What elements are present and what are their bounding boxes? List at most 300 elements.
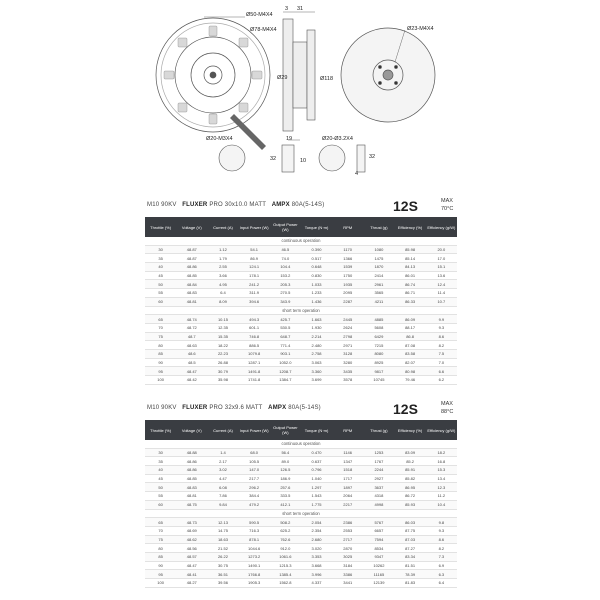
table-cell: 60	[145, 500, 176, 509]
table-cell: 90	[145, 561, 176, 570]
table-cell: 74.0	[270, 254, 301, 263]
table-cell: 205.3	[270, 280, 301, 289]
cell-count: 12S	[393, 198, 418, 214]
table-cell: 6.6	[426, 367, 457, 376]
table-cell: 8.6	[426, 332, 457, 341]
test-block-1	[145, 195, 457, 385]
table-cell: 903.1	[270, 349, 301, 358]
table-row	[145, 579, 457, 588]
column-header: Voltage (V)	[176, 420, 207, 440]
table-cell: 6657	[363, 526, 394, 535]
table-cell: 45	[145, 474, 176, 483]
table-cell: 716.3	[239, 526, 270, 535]
table-cell: 11.2	[426, 492, 457, 501]
table-cell: 48.81	[176, 297, 207, 306]
max-temp: MAX 70°C	[441, 198, 454, 212]
column-header: Input Power (W)	[239, 217, 270, 237]
table-cell: 48.57	[176, 552, 207, 561]
table-cell: 7.5	[426, 349, 457, 358]
table-cell: 2961	[363, 280, 394, 289]
table-cell: 1061.6	[270, 552, 301, 561]
table-cell: 1079.8	[239, 349, 270, 358]
table-cell: 1.436	[301, 297, 332, 306]
table-cell: 18.63	[207, 535, 238, 544]
table-cell: 1518	[332, 466, 363, 475]
table-cell: 1.775	[301, 500, 332, 509]
table-cell: 2386	[332, 518, 363, 527]
table-cell: 296.2	[239, 483, 270, 492]
table-cell: 2.214	[301, 332, 332, 341]
table-cell: 3441	[332, 579, 363, 588]
table-cell: 886.5	[239, 341, 270, 350]
table-cell: 85.93	[395, 500, 426, 509]
table-row	[145, 552, 457, 561]
table-cell: 10262	[363, 561, 394, 570]
table-cell: 10.4	[426, 500, 457, 509]
table-cell: 36.51	[207, 570, 238, 579]
table-cell: 48.84	[176, 280, 207, 289]
table-cell: 85	[145, 349, 176, 358]
table-cell: 3.020	[301, 544, 332, 553]
table-cell: 48.86	[176, 263, 207, 272]
table-cell: 86.03	[395, 518, 426, 527]
table-cell: 3128	[332, 349, 363, 358]
table-cell: 1897	[332, 483, 363, 492]
table-cell: 1384.7	[270, 376, 301, 385]
table-cell: 48.88	[176, 448, 207, 457]
table-cell: 56.4	[270, 448, 301, 457]
table-cell: 8.6	[426, 535, 457, 544]
table-cell: 1.79	[207, 254, 238, 263]
table-cell: 3.66	[207, 271, 238, 280]
table-cell: 508.2	[270, 518, 301, 527]
table-cell: 55	[145, 289, 176, 298]
table-cell: 1562.8	[270, 579, 301, 588]
table-row	[145, 367, 457, 376]
table-cell: 83.09	[395, 448, 426, 457]
table-cell: 2971	[332, 341, 363, 350]
table-row	[145, 271, 457, 280]
table-cell: 55	[145, 492, 176, 501]
table-cell: 7.86	[207, 492, 238, 501]
table-cell: 1539	[332, 263, 363, 272]
section-row	[145, 440, 457, 448]
table-cell: 186.9	[270, 474, 301, 483]
table-cell: 10745	[363, 376, 394, 385]
table-cell: 12.3	[426, 483, 457, 492]
table-cell: 18.22	[207, 341, 238, 350]
table-cell: 30	[145, 448, 176, 457]
table-cell: 13.6	[426, 271, 457, 280]
table-cell: 8.09	[207, 297, 238, 306]
dim-w4: 4	[355, 171, 359, 177]
column-header: Current (A)	[207, 217, 238, 237]
table-cell: 48.42	[176, 376, 207, 385]
table-cell: 48.86	[176, 457, 207, 466]
table-cell: 9817	[363, 367, 394, 376]
table-cell: 85.98	[395, 245, 426, 254]
table-cell: 48.75	[176, 500, 207, 509]
table-row	[145, 500, 457, 509]
dim-d50: Ø50-M4X4	[246, 12, 273, 18]
block-header	[145, 398, 457, 420]
table-cell: 6.3	[426, 570, 457, 579]
table-cell: 48.74	[176, 315, 207, 324]
table-cell: 30.79	[207, 367, 238, 376]
esc-model: 80A(5-14S)	[291, 202, 325, 208]
table-cell: 48.81	[176, 492, 207, 501]
table-cell: 8080	[363, 349, 394, 358]
esc-brand: AMPX	[271, 202, 290, 208]
table-cell: 48.6	[176, 349, 207, 358]
table-cell: 3637	[363, 483, 394, 492]
table-cell: 87.75	[395, 526, 426, 535]
table-cell: 86.74	[395, 280, 426, 289]
column-header: Output Power (W)	[270, 420, 301, 440]
table-cell: 48.85	[176, 474, 207, 483]
table-cell: 1.663	[301, 315, 332, 324]
table-cell: 479.2	[239, 500, 270, 509]
table-cell: 2717	[332, 535, 363, 544]
table-cell: 2870	[332, 544, 363, 553]
table-cell: 6.4	[426, 579, 457, 588]
table-cell: 35	[145, 457, 176, 466]
table-cell: 78.39	[395, 570, 426, 579]
column-header: Efficiency (%)	[395, 217, 426, 237]
table-cell: 2.480	[301, 341, 332, 350]
motor-cable	[230, 114, 266, 150]
table-cell: 3280	[332, 358, 363, 367]
table-cell: 2927	[363, 474, 394, 483]
dim-d20b: Ø20-Ø3.2X4	[322, 136, 353, 142]
dim-w31: 31	[297, 6, 304, 12]
table-cell: 68.0	[239, 448, 270, 457]
table-cell: 70	[145, 323, 176, 332]
table-cell: 65	[145, 315, 176, 324]
table-cell: 3578	[332, 376, 363, 385]
table-cell: 311.9	[239, 289, 270, 298]
table-row	[145, 315, 457, 324]
block-header	[145, 195, 457, 217]
motor-side-view	[283, 19, 315, 131]
table-cell: 90	[145, 358, 176, 367]
table-cell: 8.2	[426, 341, 457, 350]
table-cell: 3565	[363, 289, 394, 298]
cell-count: 12S	[393, 401, 418, 417]
table-cell: 20.0	[426, 245, 457, 254]
table-cell: 50	[145, 483, 176, 492]
table-cell: 4.337	[301, 579, 332, 588]
table-cell: 343.9	[270, 297, 301, 306]
table-cell: 2064	[332, 492, 363, 501]
table-cell: 48.87	[176, 254, 207, 263]
table-cell: 22.23	[207, 349, 238, 358]
section-label: continuous operation	[145, 237, 457, 245]
table-cell: 48.73	[176, 518, 207, 527]
table-cell: 4885	[363, 315, 394, 324]
table-cell: 746.8	[239, 332, 270, 341]
table-cell: 2.758	[301, 349, 332, 358]
table-cell: 70	[145, 526, 176, 535]
table-cell: 2.354	[301, 526, 332, 535]
table-cell: 217.7	[239, 474, 270, 483]
column-header: Input Power (W)	[239, 420, 270, 440]
table-cell: 1717	[332, 474, 363, 483]
table-cell: 625.2	[270, 526, 301, 535]
table-cell: 75	[145, 535, 176, 544]
table-cell: 48.56	[176, 544, 207, 553]
motor-drawing	[0, 0, 600, 190]
table-cell: 4318	[363, 492, 394, 501]
dim-d23: Ø23-M4X4	[407, 26, 434, 32]
table-row	[145, 263, 457, 272]
dim-d29: Ø29	[277, 75, 288, 81]
table-cell: 15.35	[207, 332, 238, 341]
table-cell: 88.17	[395, 323, 426, 332]
table-cell: 1.930	[301, 323, 332, 332]
table-cell: 9347	[363, 552, 394, 561]
table-row	[145, 289, 457, 298]
table-cell: 48.7	[176, 332, 207, 341]
table-cell: 87.27	[395, 544, 426, 553]
table-cell: 48.86	[176, 466, 207, 475]
table-cell: 40	[145, 466, 176, 475]
table-cell: 1347	[332, 457, 363, 466]
table-cell: 83.58	[395, 349, 426, 358]
section-label: short term operation	[145, 509, 457, 518]
table-cell: 601.1	[239, 323, 270, 332]
column-header: Torque (N·m)	[301, 420, 332, 440]
table-row	[145, 535, 457, 544]
table-cell: 48.85	[176, 271, 207, 280]
motor-model: M10 90KV	[147, 202, 177, 208]
table-row	[145, 526, 457, 535]
table-cell: 104.4	[270, 263, 301, 272]
table-cell: 3.02	[207, 466, 238, 475]
table-cell: 65	[145, 518, 176, 527]
table-cell: 12.4	[426, 280, 457, 289]
section-label: short term operation	[145, 306, 457, 315]
table-cell: 50	[145, 280, 176, 289]
table-cell: 2.55	[207, 263, 238, 272]
table-cell: 86.95	[395, 483, 426, 492]
table-cell: 2095	[332, 289, 363, 298]
column-header: Torque (N·m)	[301, 217, 332, 237]
table-cell: 2.17	[207, 457, 238, 466]
mount-views	[219, 145, 365, 172]
dim-w19: 19	[286, 136, 293, 142]
table-cell: 11.4	[426, 289, 457, 298]
column-header: Throttle (%)	[145, 217, 176, 237]
table-cell: 35	[145, 254, 176, 263]
table-cell: 75	[145, 332, 176, 341]
table-cell: 4.95	[207, 280, 238, 289]
table-cell: 2414	[363, 271, 394, 280]
table-cell: 270.5	[270, 289, 301, 298]
table-cell: 1905.3	[239, 579, 270, 588]
table-cell: 86.09	[395, 315, 426, 324]
table-cell: 86.9	[239, 254, 270, 263]
table-cell: 17.0	[426, 254, 457, 263]
section-label: continuous operation	[145, 440, 457, 448]
dim-w10: 10	[300, 158, 307, 164]
table-cell: 48.83	[176, 483, 207, 492]
table-cell: 7215	[363, 341, 394, 350]
table-cell: 2244	[363, 466, 394, 475]
table-cell: 60	[145, 297, 176, 306]
table-cell: 4998	[363, 500, 394, 509]
table-cell: 1.233	[301, 289, 332, 298]
table-cell: 80	[145, 341, 176, 350]
prop-brand: FLUXER	[182, 202, 208, 208]
table-cell: 147.0	[239, 466, 270, 475]
table-cell: 1741.8	[239, 376, 270, 385]
table-cell: 85.2	[395, 457, 426, 466]
table-cell: 1080	[363, 245, 394, 254]
table-cell: 48.87	[176, 245, 207, 254]
table-cell: 46.5	[270, 245, 301, 254]
max-temp: MAX 88°C	[441, 401, 454, 415]
table-cell: 178.1	[239, 271, 270, 280]
table-cell: 1.297	[301, 483, 332, 492]
table-cell: 48.47	[176, 561, 207, 570]
table-cell: 2.054	[301, 518, 332, 527]
table-cell: 153.2	[270, 271, 301, 280]
table-cell: 16.8	[426, 457, 457, 466]
table-cell: 126.5	[270, 466, 301, 475]
table-cell: 384.4	[239, 492, 270, 501]
table-cell: 241.2	[239, 280, 270, 289]
table-cell: 83.34	[395, 552, 426, 561]
table-cell: 912.0	[270, 544, 301, 553]
table-cell: 79.46	[395, 376, 426, 385]
table-row	[145, 561, 457, 570]
test-block-2	[145, 398, 457, 588]
table-cell: 80	[145, 544, 176, 553]
table-cell: 12.13	[207, 518, 238, 527]
prop-model: PRO 32x9.6 MATT	[209, 405, 263, 411]
table-cell: 48.63	[176, 341, 207, 350]
table-cell: 86.01	[395, 271, 426, 280]
table-cell: 1385.4	[270, 570, 301, 579]
table-cell: 2217	[332, 500, 363, 509]
table-row	[145, 349, 457, 358]
dim-d118: Ø118	[320, 76, 334, 82]
table-cell: 15.1	[426, 263, 457, 272]
table-cell: 771.4	[270, 341, 301, 350]
table-cell: 81.83	[395, 579, 426, 588]
table-cell: 7.3	[426, 552, 457, 561]
table-cell: 48.41	[176, 570, 207, 579]
prop-model: PRO 30x10.0 MATT	[209, 202, 267, 208]
table-cell: 1491.8	[239, 367, 270, 376]
table-cell: 9.84	[207, 500, 238, 509]
table-cell: 82.07	[395, 358, 426, 367]
table-cell: 333.5	[270, 492, 301, 501]
table-cell: 10.7	[426, 297, 457, 306]
table-row	[145, 245, 457, 254]
table-row	[145, 297, 457, 306]
table-cell: 1208.7	[270, 367, 301, 376]
table-cell: 0.648	[301, 263, 332, 272]
table-cell: 1870	[363, 263, 394, 272]
table-cell: 87.03	[395, 535, 426, 544]
table-cell: 1170	[332, 245, 363, 254]
table-cell: 6.9	[426, 561, 457, 570]
table-cell: 85.14	[395, 254, 426, 263]
table-cell: 0.517	[301, 254, 332, 263]
table-row	[145, 457, 457, 466]
table-row	[145, 341, 457, 350]
dim-w3: 3	[285, 6, 289, 12]
table-cell: 0.390	[301, 245, 332, 254]
table-cell: 530.5	[270, 323, 301, 332]
table-cell: 1475	[363, 254, 394, 263]
table-cell: 3025	[332, 552, 363, 561]
table-cell: 1044.6	[239, 544, 270, 553]
table-cell: 3.353	[301, 552, 332, 561]
table-cell: 590.5	[239, 518, 270, 527]
setup-line	[147, 405, 321, 411]
table-cell: 86.8	[395, 332, 426, 341]
table-cell: 86.71	[395, 289, 426, 298]
table-cell: 14.75	[207, 526, 238, 535]
prop-brand: FLUXER	[182, 405, 208, 411]
performance-table	[145, 420, 457, 588]
table-cell: 7.0	[426, 358, 457, 367]
table-row	[145, 570, 457, 579]
table-cell: 12139	[363, 579, 394, 588]
table-cell: 878.1	[239, 535, 270, 544]
table-row	[145, 492, 457, 501]
column-header: RPM	[332, 420, 363, 440]
table-cell: 1.543	[301, 492, 332, 501]
table-cell: 54.1	[239, 245, 270, 254]
table-cell: 1253	[363, 448, 394, 457]
column-header: Thrust (g)	[363, 217, 394, 237]
dim-h32b: 32	[369, 154, 376, 160]
table-cell: 7594	[363, 535, 394, 544]
table-cell: 9.3	[426, 323, 457, 332]
table-row	[145, 376, 457, 385]
table-row	[145, 448, 457, 457]
table-cell: 762.6	[270, 535, 301, 544]
table-cell: 1490.1	[239, 561, 270, 570]
table-cell: 5608	[363, 323, 394, 332]
table-cell: 9.9	[426, 315, 457, 324]
table-cell: 85	[145, 552, 176, 561]
table-cell: 1.12	[207, 245, 238, 254]
table-cell: 39.56	[207, 579, 238, 588]
table-row	[145, 254, 457, 263]
table-cell: 1.033	[301, 280, 332, 289]
table-cell: 1750	[332, 271, 363, 280]
table-cell: 105.5	[239, 457, 270, 466]
table-cell: 10.15	[207, 315, 238, 324]
table-cell: 9.3	[426, 526, 457, 535]
table-cell: 1273.2	[239, 552, 270, 561]
section-row	[145, 237, 457, 245]
table-cell: 0.830	[301, 271, 332, 280]
table-cell: 89.0	[270, 457, 301, 466]
table-cell: 84.13	[395, 263, 426, 272]
table-cell: 494.3	[239, 315, 270, 324]
table-cell: 6.08	[207, 483, 238, 492]
table-cell: 257.6	[270, 483, 301, 492]
table-cell: 11165	[363, 570, 394, 579]
table-cell: 85.91	[395, 466, 426, 475]
table-cell: 2445	[332, 315, 363, 324]
